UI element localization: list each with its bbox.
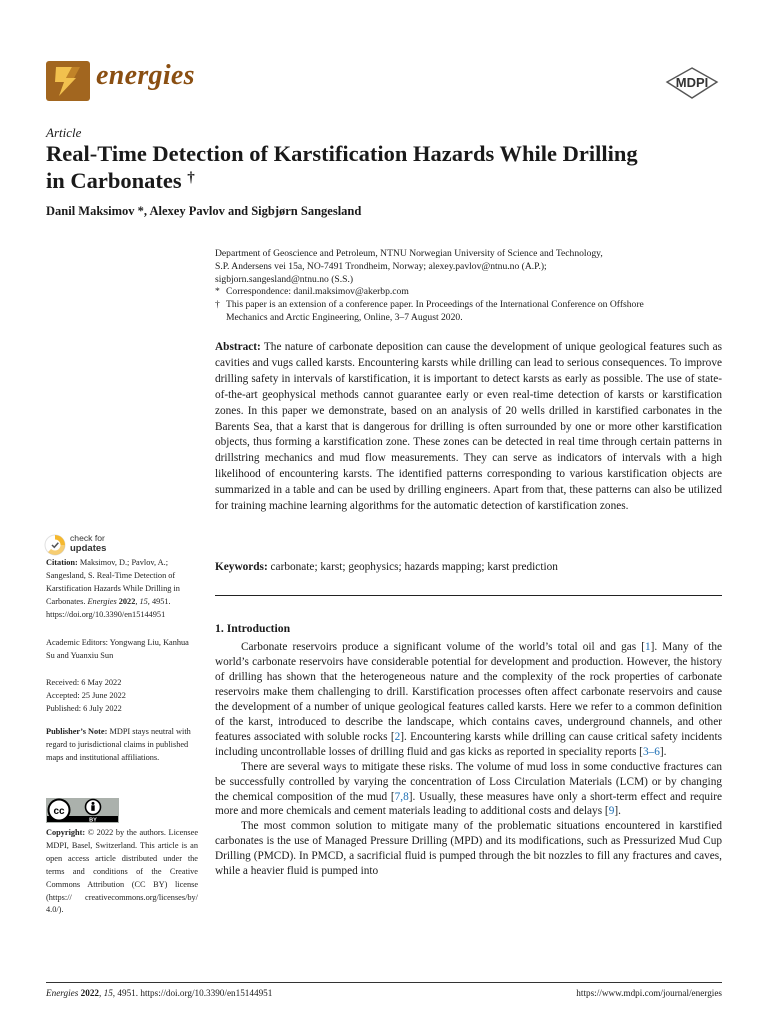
abstract-text: The nature of carbonate deposition can cause the development of unique geological features such as cavities and vugs called karsts. Encountering karsts while drilling can lead to serious consequences. To improve drilling safety in intervals of karstification, it is important to detect karsts as early as possible. The use of state-of-the-art geophysical methods cannot guarantee early or even real-time detection of karsts or karstification zones. In this paper we demonstrate, based on an analysis of 20 wells drilled in karstified carbonates in the Barents Sea, that a karst that is dangerous for drilling is often surrounded by one or more other karstification objects, thus forming a karstification zone. These zones can be detected in real time through certain patterns in drillstring mechanics and mud flow measurements. They can serve as indicators of intervals with a high likelihood of encountering karsts. The identified patterns corresponding to various karstification objects are summarized in a table and can be used by drilling engineers. Apart from that, these patterns can also be utilized for training machine learning algorithms for the automatic detection of karstification zones.: [215, 341, 722, 513]
received-date: Received: 6 May 2022: [46, 678, 122, 687]
keywords-text: carbonate; karst; geophysics; hazards mapping; karst prediction: [270, 561, 558, 573]
reference-link[interactable]: 9: [608, 805, 615, 818]
section-heading-introduction: 1. Introduction: [215, 622, 291, 635]
reference-link[interactable]: 1: [645, 641, 651, 653]
article-type: Article: [46, 125, 82, 140]
author-list: Danil Maksimov *, Alexey Pavlov and Sigbjørn Sangesland: [46, 204, 362, 218]
paragraph: There are several ways to mitigate these risks. The volume of mud loss in some conductive fractures can be successfully controlled by varying the concentration of Loss Circulation Materials (LCM) or by changing the chemical composition of the mud [7,8]. Usually, these measures have only a short-term effect and require more and more chemicals and cement materials leading to additional costs and delays [9].: [215, 760, 722, 818]
affiliation-line: sigbjorn.sangesland@ntnu.no (S.S.): [215, 273, 354, 285]
citation-block: Citation: Maksimov, D.; Pavlov, A.; Sangesland, S. Real-Time Detection of Karstification Hazards While Drilling in Carbonates. Energies 2022, 15, 4951. https://doi.org/10.3390/en15144951: [46, 558, 180, 619]
paragraph: The most common solution to mitigate many of the problematic situations encountered in karstified carbonates is the use of Managed Pressure Drilling (MPD) and its modifications, such as Pressurized Mud Cup Drilling (PMCD). In PMCD, a sacrificial fluid is pumped through the bit nozzles to fill any fractures and caves, while a heavier fluid is pumped into: [215, 820, 722, 878]
section-divider: [215, 595, 722, 596]
introduction-body: [215, 640, 722, 879]
accepted-date: Accepted: 25 June 2022: [46, 690, 126, 700]
check-for-updates-link[interactable]: check for updates: [70, 533, 107, 554]
energies-logo-icon: [46, 61, 90, 101]
svg-text:BY: BY: [89, 817, 97, 823]
mdpi-logo-text: MDPI: [675, 75, 709, 90]
correspondence-line: * Correspondence: danil.maksimov@akerbp.com: [215, 286, 409, 298]
citation-doi-link[interactable]: https://doi.org/10.3390/en15144951: [46, 609, 166, 619]
academic-editors: Academic Editors: Yongwang Liu, Kanhua Su and Yuanxiu Sun: [46, 638, 189, 660]
copyright-notice: Copyright: © 2022 by the authors. Licensee MDPI, Basel, Switzerland. This article is an open access article distributed under the terms and conditions of the Creative Commons Attribution (CC BY) license (https:// creativecommons.org/licenses/by/ 4.0/).: [46, 828, 199, 915]
cc-by-license-icon[interactable]: [46, 798, 119, 823]
conference-note: † This paper is an extension of a conference paper. In Proceedings of the International Conference on Offshore Mechanics and Arctic Engineering, Online, 3–7 August 2020.: [215, 299, 644, 323]
affiliation-line: S.P. Andersens vei 15a, NO-7491 Trondheim, Norway; alexey.pavlov@ntnu.no (A.P.);: [215, 260, 547, 272]
mdpi-logo-icon: [663, 66, 721, 100]
svg-text:cc: cc: [53, 806, 65, 817]
footer-divider: [46, 982, 722, 983]
title-footnote-mark: †: [187, 170, 195, 186]
abstract-label: Abstract:: [215, 341, 261, 353]
footer-doi-link[interactable]: , 4951. https://doi.org/10.3390/en15144951: [112, 988, 273, 998]
publisher-note: Publisher’s Note: MDPI stays neutral with regard to jurisdictional claims in published maps and institutional affiliations.: [46, 727, 191, 762]
affiliation-line: Department of Geoscience and Petroleum, NTNU Norwegian University of Science and Technology,: [215, 248, 603, 259]
keywords: [215, 561, 722, 573]
check-for-updates-icon[interactable]: [44, 534, 66, 556]
publication-dates: [46, 677, 198, 716]
affiliation-block: [215, 248, 725, 325]
reference-link[interactable]: 3–6: [642, 745, 660, 758]
published-date: Published: 6 July 2022: [46, 703, 122, 713]
reference-link[interactable]: 7,8: [394, 790, 409, 803]
keywords-label: Keywords:: [215, 561, 268, 573]
reference-link[interactable]: 2: [394, 730, 401, 743]
paragraph: Carbonate reservoirs produce a significant volume of the world’s total oil and gas [1]. Many of the world’s carbonate reservoirs have considerable potential for development and production. However, the history of drilling has shown that the heterogeneous nature and the complexity of the rock properties of carbonate reservoirs make them challenging to drill. Karstification processes often affect carbonate reservoirs and cause the development of a number of unique geological features called karsts. Here we refer to a common definition of the karst, introduced to describe the landscape, which contains caves, underground channels, and other features associated with soluble rocks [2]. Encountering karsts while drilling can cause critical safety incidents including uncontrollable losses of drilling fluid and gas kicks as reported in speciality reports [3–6].: [215, 641, 722, 758]
journal-name: energies: [96, 60, 195, 91]
article-title: Real-Time Detection of Karstification Hazards While Drilling in Carbonates †: [46, 141, 638, 193]
abstract: [215, 340, 722, 515]
footer-citation: Energies 2022, 15, 4951. https://doi.org/10.3390/en15144951: [46, 988, 273, 998]
footer-journal-url[interactable]: https://www.mdpi.com/journal/energies: [576, 988, 722, 998]
